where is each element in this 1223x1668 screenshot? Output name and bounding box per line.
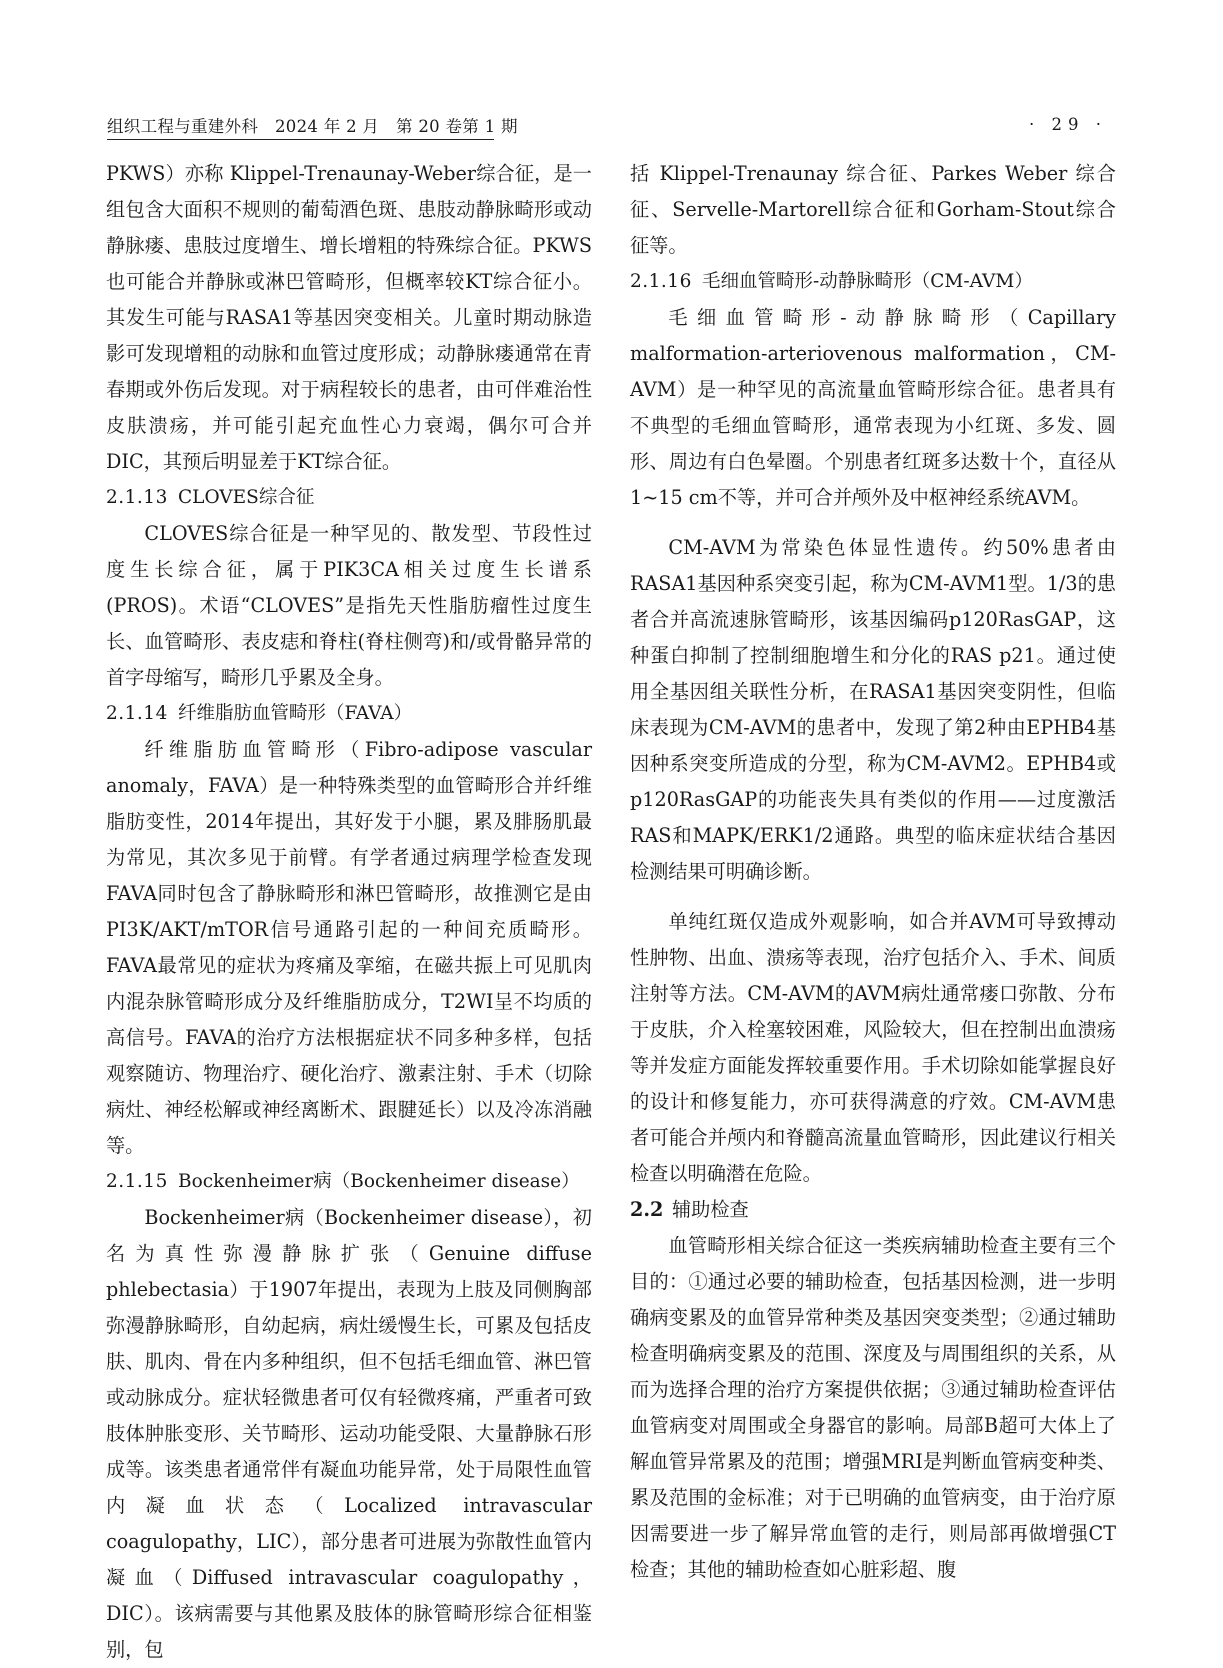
- paragraph: 血管畸形相关综合征这一类疾病辅助检查主要有三个目的：①通过必要的辅助检查，包括基因检测，进一步明确病变累及的血管异常种类及基因突变类型；②通过辅助检查明确病变累及的范围、深度及与周围组织的关系，从而为选择合理的治疗方案提供依据；③通过辅助检查评估血管病变对周围或全身器官的影响。局部B超可大体上了解血管异常累及的范围；增强MRI是判断血管病变种类、累及范围的金标准；对于已明确的血管病变，由于治疗原因需要进一步了解异常血管的走行，则局部再做增强CT检查；其他的辅助检查如心脏彩超、腹: [630, 1234, 1116, 1581]
- section-heading: [106, 480, 592, 516]
- section-number: 2.1.14: [106, 703, 168, 724]
- paragraph: 括 Klippel-Trenaunay 综合征、Parkes Weber 综合征、Servelle-Martorell综合征和Gorham-Stout综合征等。: [630, 162, 1116, 257]
- section-title: Bockenheimer病（Bockenheimer disease）: [178, 1171, 580, 1192]
- paragraph-gap: [630, 516, 1116, 530]
- right-column: [630, 156, 1116, 1588]
- section-title: 纤维脂肪血管畸形（FAVA）: [178, 703, 413, 724]
- page-number: · 29 ·: [1029, 115, 1107, 134]
- paragraph: PKWS）亦称 Klippel-Trenaunay-Weber综合征，是一组包含大面积不规则的葡萄酒色斑、患肢动静脉畸形或动静脉瘘、患肢过度增生、增长增粗的特殊综合征。PKWS也可能合并静脉或淋巴管畸形，但概率较KT综合征小。其发生可能与RASA1等基因突变相关。儿童时期动脉造影可发现增粗的动脉和血管过度形成；动静脉瘘通常在青春期或外伤后发现。对于病程较长的患者，由可伴难治性皮肤溃疡，并可能引起充血性心力衰竭，偶尔可合并DIC，其预后明显差于KT综合征。: [106, 162, 592, 473]
- section-heading: [630, 264, 1116, 300]
- paragraph: 单纯红斑仅造成外观影响，如合并AVM可导致搏动性肿物、出血、溃疡等表现，治疗包括介入、手术、间质注射等方法。CM-AVM的AVM病灶通常瘘口弥散、分布于皮肤，介入栓塞较困难，风险较大，但在控制出血溃疡等并发症方面能发挥较重要作用。手术切除如能掌握良好的设计和修复能力，亦可获得满意的疗效。CM-AVM患者可能合并颅内和脊髓高流量血管畸形，因此建议行相关检查以明确潜在危险。: [630, 910, 1116, 1185]
- header-rule: [107, 139, 494, 140]
- section-number: 2.1.13: [106, 487, 168, 508]
- section-heading: [630, 1192, 1116, 1228]
- section-heading: [106, 1164, 592, 1200]
- section-title: 毛细血管畸形-动静脉畸形（CM-AVM）: [702, 271, 1033, 292]
- section-title: CLOVES综合征: [178, 487, 315, 508]
- paragraph: 毛细血管畸形-动静脉畸形（Capillary malformation-arteriovenous malformation，CM-AVM）是一种罕见的高流量血管畸形综合征。患者具有不典型的毛细血管畸形，通常表现为小红斑、多发、圆形、周边有白色晕圈。个别患者红斑多达数十个，直径从1~15 cm不等，并可合并颅外及中枢神经系统AVM。: [630, 306, 1116, 509]
- paragraph: CLOVES综合征是一种罕见的、散发型、节段性过度生长综合征，属于PIK3CA相关过度生长谱系(PROS)。术语“CLOVES”是指先天性脂肪瘤性过度生长、血管畸形、表皮痣和脊柱(脊柱侧弯)和/或骨骼异常的首字母缩写，畸形几乎累及全身。: [106, 522, 592, 689]
- section-title: 辅助检查: [672, 1198, 749, 1221]
- running-header: [107, 113, 1107, 137]
- left-column: [106, 156, 592, 1668]
- section-number: 2.1.16: [630, 271, 692, 292]
- section-number: 2.2: [630, 1198, 664, 1221]
- section-heading: [106, 696, 592, 732]
- paragraph: CM-AVM为常染色体显性遗传。约50%患者由RASA1基因种系突变引起，称为CM-AVM1型。1/3的患者合并高流速脉管畸形，该基因编码p120RasGAP，这种蛋白抑制了控制细胞增生和分化的RAS p21。通过使用全基因组关联性分析，在RASA1基因突变阴性，但临床表现为CM-AVM的患者中，发现了第2种由EPHB4基因种系突变所造成的分型，称为CM-AVM2。EPHB4或p120RasGAP的功能丧失具有类似的作用——过度激活RAS和MAPK/ERK1/2通路。典型的临床症状结合基因检测结果可明确诊断。: [630, 536, 1116, 883]
- section-number: 2.1.15: [106, 1171, 168, 1192]
- paragraph: 纤维脂肪血管畸形（Fibro-adipose vascular anomaly，FAVA）是一种特殊类型的血管畸形合并纤维脂肪变性，2014年提出，其好发于小腿，累及腓肠肌最为常见，其次多见于前臂。有学者通过病理学检查发现FAVA同时包含了静脉畸形和淋巴管畸形，故推测它是由PI3K/AKT/mTOR信号通路引起的一种间充质畸形。FAVA最常见的症状为疼痛及挛缩，在磁共振上可见肌肉内混杂脉管畸形成分及纤维脂肪成分，T2WI呈不均质的高信号。FAVA的治疗方法根据症状不同多种多样，包括观察随访、物理治疗、硬化治疗、激素注射、手术（切除病灶、神经松解或神经离断术、跟腱延长）以及冷冻消融等。: [106, 738, 592, 1157]
- paragraph: Bockenheimer病（Bockenheimer disease），初名为真性弥漫静脉扩张（Genuine diffuse phlebectasia）于1907年提出，表现为上肢及同侧胸部弥漫静脉畸形，自幼起病，病灶缓慢生长，可累及包括皮肤、肌肉、骨在内多种组织，但不包括毛细血管、淋巴管或动脉成分。症状轻微患者可仅有轻微疼痛，严重者可致肢体肿胀变形、关节畸形、运动功能受限、大量静脉石形成等。该类患者通常伴有凝血功能异常，处于局限性血管内凝血状态（Localized intravascular coagulopathy，LIC），部分患者可进展为弥散性血管内凝血（Diffused intravascular coagulopathy，DIC）。该病需要与其他累及肢体的脉管畸形综合征相鉴别，包: [106, 1206, 592, 1661]
- paragraph-gap: [630, 890, 1116, 904]
- journal-citation: 组织工程与重建外科 2024 年 2 月 第 20 卷第 1 期: [107, 117, 518, 136]
